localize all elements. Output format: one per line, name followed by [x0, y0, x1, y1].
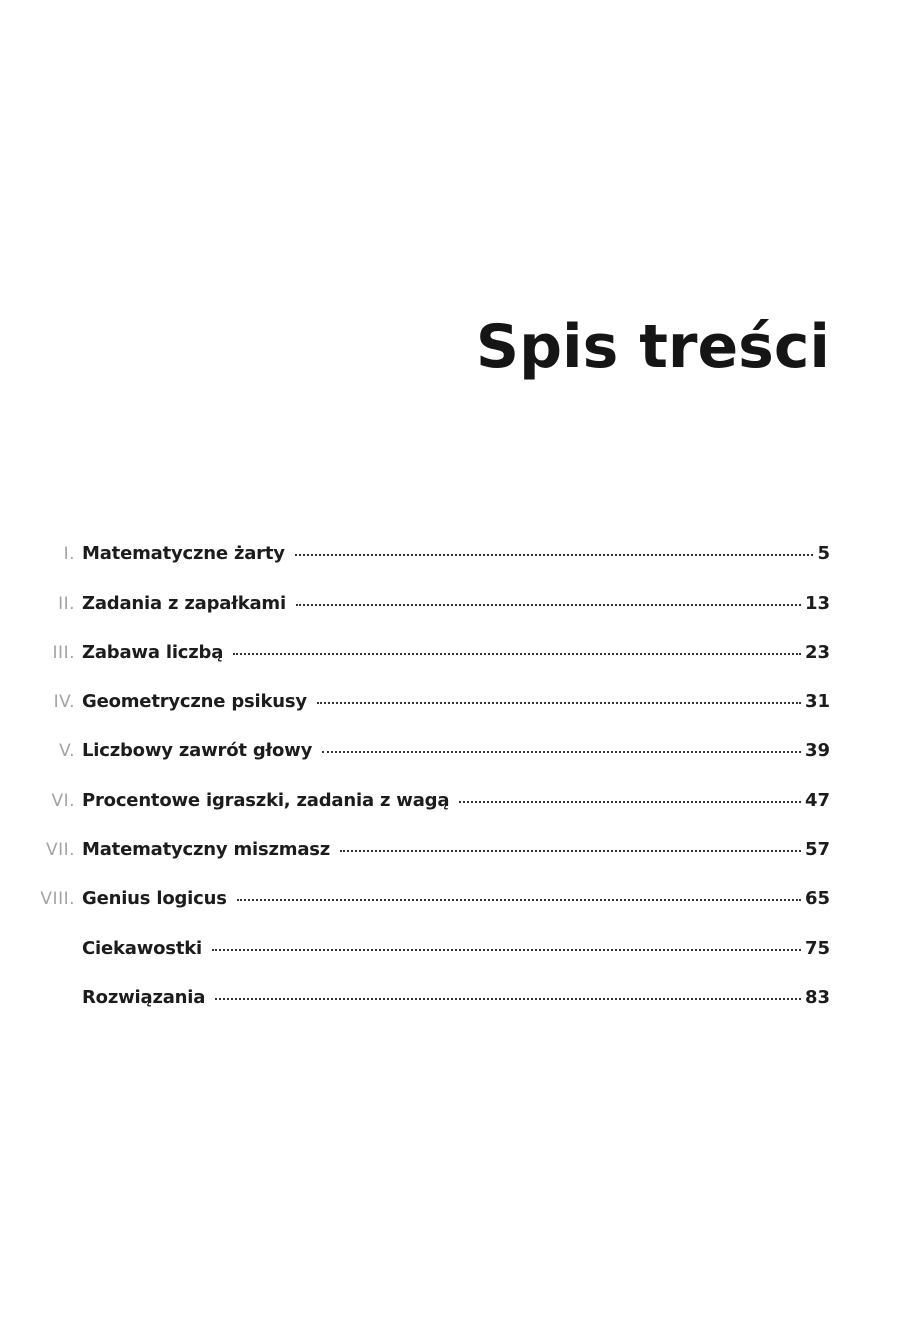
chapter-title: Zadania z zapałkami [82, 592, 286, 614]
chapter-title: Ciekawostki [82, 937, 202, 959]
toc-entry-8 [0, 871, 916, 920]
toc-line [82, 938, 830, 959]
dot-leader [317, 702, 801, 704]
dot-leader [295, 554, 814, 556]
page-number: 83 [804, 986, 830, 1008]
chapter-title: Genius logicus [82, 888, 227, 910]
chapter-title: Zabawa liczbą [82, 641, 224, 663]
chapter-title: Matematyczne żarty [82, 543, 285, 565]
chapter-number: VIII. [40, 889, 75, 910]
toc-line [82, 987, 830, 1008]
toc-line [82, 543, 830, 564]
toc-entry-7 [0, 822, 916, 871]
chapter-title: Procentowe igraszki, zadania z wagą [82, 789, 450, 811]
chapter-number: IV. [53, 692, 75, 713]
chapter-title: Matematyczny miszmasz [82, 839, 331, 861]
dot-leader [237, 899, 801, 901]
chapter-number: VI. [51, 790, 75, 811]
page-number: 65 [804, 888, 830, 910]
page-number: 13 [804, 592, 830, 614]
toc-entry-5 [0, 723, 916, 772]
chapter-title: Geometryczne psikusy [82, 691, 307, 713]
toc-entry-3 [0, 625, 916, 674]
chapter-number: II. [58, 593, 75, 614]
chapter-number: I. [63, 544, 75, 565]
table-of-contents [0, 526, 916, 1019]
page-number: 47 [804, 789, 830, 811]
dot-leader [215, 998, 801, 1000]
page-number: 75 [804, 937, 830, 959]
dot-leader [340, 850, 801, 852]
page-number: 31 [804, 691, 830, 713]
toc-line [82, 691, 830, 712]
dot-leader [233, 653, 801, 655]
toc-entry-2 [0, 575, 916, 624]
toc-line [82, 642, 830, 663]
toc-entry-6 [0, 772, 916, 821]
dot-leader [296, 604, 801, 606]
chapter-title: Liczbowy zawrót głowy [82, 740, 313, 762]
dot-leader [459, 801, 801, 803]
dot-leader [212, 949, 801, 951]
toc-entry-9 [0, 920, 916, 969]
page-number: 57 [804, 839, 830, 861]
toc-line [82, 790, 830, 811]
toc-entry-10 [0, 970, 916, 1019]
chapter-number: V. [59, 741, 75, 762]
toc-line [82, 839, 830, 860]
toc-line [82, 593, 830, 614]
toc-entry-1 [0, 526, 916, 575]
dot-leader [322, 751, 801, 753]
page-number: 39 [804, 740, 830, 762]
chapter-number: VII. [45, 840, 75, 861]
toc-entry-4 [0, 674, 916, 723]
chapter-title: Rozwiązania [82, 986, 206, 1008]
page-title: Spis treści [475, 312, 830, 382]
page-number: 23 [804, 641, 830, 663]
toc-line [82, 888, 830, 909]
chapter-number: III. [52, 642, 75, 663]
page-number: 5 [817, 543, 830, 565]
toc-line [82, 740, 830, 761]
